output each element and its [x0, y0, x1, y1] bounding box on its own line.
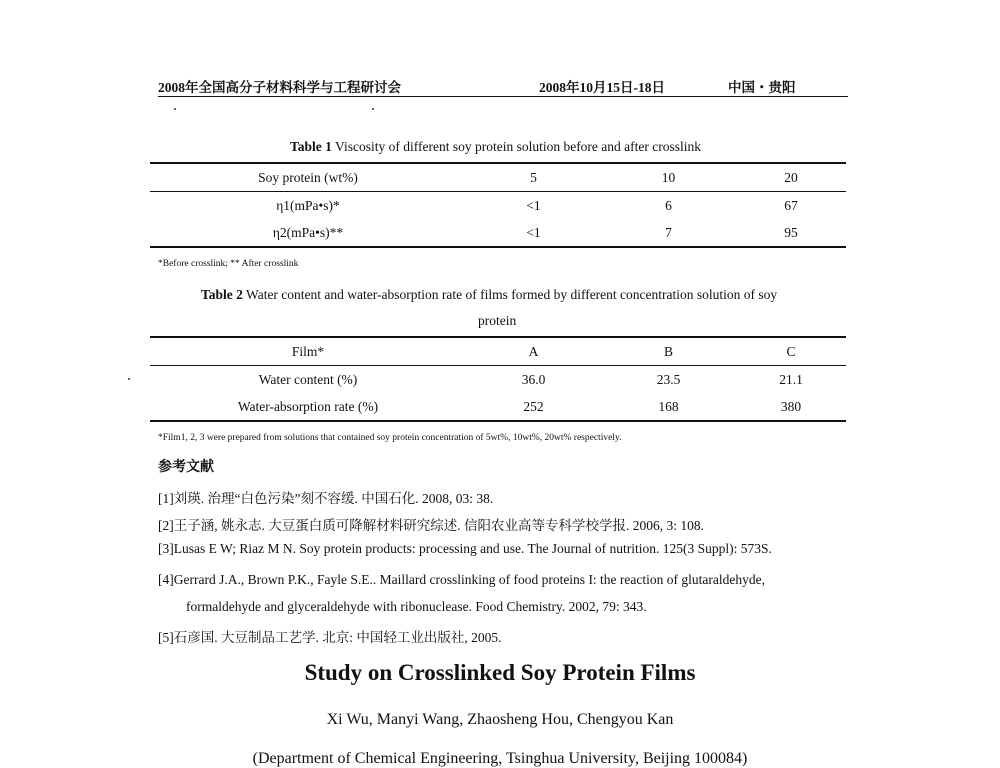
paper-authors: Xi Wu, Manyi Wang, Zhaosheng Hou, Chengyou Kan [326, 711, 674, 728]
table-cell: 380 [736, 393, 846, 421]
table-cell: η2(mPa•s)** [150, 219, 466, 247]
table1-header-cell: 10 [601, 163, 736, 192]
table2-caption [201, 287, 777, 303]
table2-footnote: *Film1, 2, 3 were prepared from solutions that contained soy protein concentration of 5wt%, 10wt%, 20wt% respectively. [158, 433, 622, 443]
table2-header-cell: C [736, 337, 846, 366]
table-cell: <1 [466, 219, 601, 247]
table2 [150, 336, 846, 422]
reference-item: [2]王子涵, 姚永志. 大豆蛋白质可降解材料研究综述. 信阳农业高等专科学校学报. 2006, 3: 108. [158, 518, 704, 533]
table2-header-cell: Film* [150, 337, 466, 366]
table1 [150, 162, 846, 248]
references-heading: 参考文献 [158, 460, 214, 475]
table-cell: 21.1 [779, 371, 803, 387]
table2-header-cell: A [466, 337, 601, 366]
scan-speck [128, 378, 130, 380]
table-cell: η1(mPa•s)* [276, 197, 340, 213]
table-cell: <1 [526, 197, 541, 213]
table1-header-cell: Soy protein (wt%) [150, 163, 466, 192]
reference-item-continued: formaldehyde and glyceraldehyde with ribonuclease. Food Chemistry. 2002, 79: 343. [186, 599, 647, 614]
reference-item: [5]石彦国. 大豆制品工艺学. 北京: 中国轻工业出版社, 2005. [158, 630, 502, 645]
table2-label: Table 2 [201, 287, 243, 302]
table1-header-row [150, 163, 846, 192]
reference-item: [4]Gerrard J.A., Brown P.K., Fayle S.E.. Maillard crosslinking of food proteins I: the reaction of glutaraldehyde, [158, 572, 765, 587]
table-cell: 95 [736, 219, 846, 247]
table-cell: 23.5 [656, 371, 681, 387]
scan-speck [372, 108, 374, 110]
table-cell: 6 [665, 197, 672, 213]
table2-caption-text: Water content and water-absorption rate of films formed by different concentration solution of soy [242, 287, 778, 302]
table-cell: Water-absorption rate (%) [150, 393, 466, 421]
table-row [150, 393, 846, 421]
table-cell: 36.0 [521, 371, 546, 387]
conference-date: 2008年10月15日-18日 [539, 80, 665, 95]
table-row [150, 219, 846, 247]
reference-item: [3]Lusas E W; Riaz M N. Soy protein products: processing and use. The Journal of nutrition. 125(3 Suppl): 573S. [158, 541, 772, 556]
table-cell: 67 [784, 197, 798, 213]
paper-title: Study on Crosslinked Soy Protein Films [304, 660, 696, 685]
table2-header-row [150, 337, 846, 366]
conference-location: 中国・贵阳 [728, 80, 796, 95]
paper-affiliation: (Department of Chemical Engineering, Tsinghua University, Beijing 100084) [252, 750, 748, 767]
table1-label: Table 1 [290, 139, 332, 154]
table2-header-cell: B [601, 337, 736, 366]
scan-speck [174, 108, 176, 110]
table1-header-cell: 20 [736, 163, 846, 192]
table-cell: 168 [601, 393, 736, 421]
table-cell: Water content (%) [258, 371, 358, 387]
table1-header-cell: 5 [466, 163, 601, 192]
table-row [150, 192, 846, 220]
table1-caption [290, 139, 701, 155]
table-row [150, 366, 846, 394]
table-cell: 7 [601, 219, 736, 247]
table1-footnote: *Before crosslink; ** After crosslink [158, 259, 299, 269]
table2-caption-continued: protein [478, 313, 517, 328]
running-header [158, 74, 848, 97]
conference-name: 2008年全国高分子材料科学与工程研讨会 [158, 80, 401, 95]
table1-caption-text: Viscosity of different soy protein solution before and after crosslink [331, 139, 702, 154]
reference-item: [1]刘瑛. 治理“白色污染”刻不容缓. 中国石化. 2008, 03: 38. [158, 491, 494, 506]
table-cell: 252 [466, 393, 601, 421]
